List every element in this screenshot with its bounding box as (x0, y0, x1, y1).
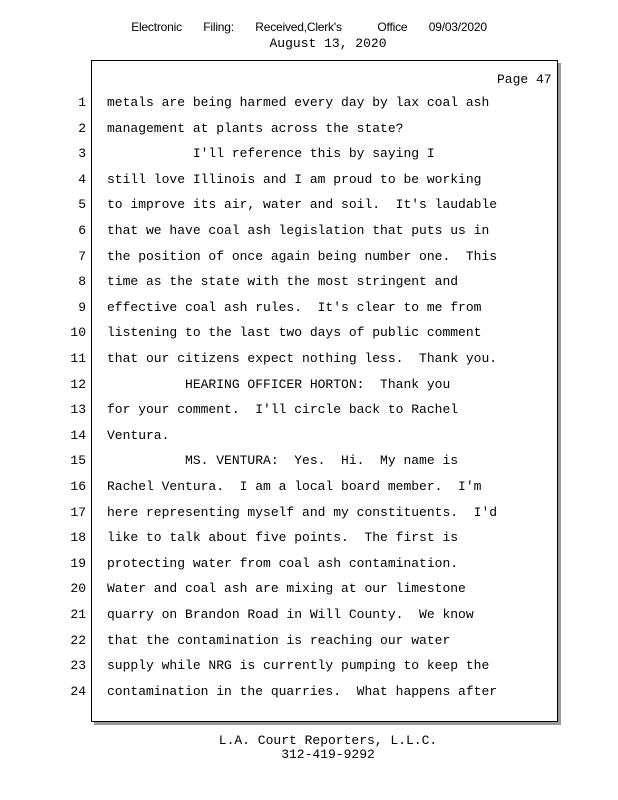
line-number: 2 (78, 121, 86, 136)
line-number: 24 (70, 684, 86, 699)
transcript-line: that we have coal ash legislation that puts us in (107, 223, 490, 238)
line-number: 21 (70, 607, 86, 622)
transcript-date: August 13, 2020 (269, 36, 387, 51)
transcript-line: metals are being harmed every day by lax coal ash (107, 95, 490, 110)
line-number: 4 (78, 172, 86, 187)
line-number: 8 (78, 274, 86, 289)
transcript-line: MS. VENTURA: Yes. Hi. My name is (107, 453, 459, 468)
transcript-line: here representing myself and my constituents. I'd (107, 505, 498, 520)
line-number: 7 (78, 249, 86, 264)
page-number: Page 47 (497, 72, 552, 87)
line-number: 13 (70, 402, 86, 417)
line-number: 16 (70, 479, 86, 494)
transcript-line: quarry on Brandon Road in Will County. We know (107, 607, 474, 622)
transcript-line: Rachel Ventura. I am a local board member. I'm (107, 479, 482, 494)
line-number: 6 (78, 223, 86, 238)
transcript-line: that the contamination is reaching our water (107, 633, 451, 648)
line-number: 9 (78, 300, 86, 315)
transcript-line: protecting water from coal ash contamination. (107, 556, 459, 571)
line-number: 18 (70, 530, 86, 545)
transcript-line: I'll reference this by saying I (107, 146, 435, 161)
transcript-line: time as the state with the most stringent and (107, 274, 459, 289)
line-number: 17 (70, 505, 86, 520)
transcript-line: contamination in the quarries. What happens after (107, 684, 498, 699)
transcript-line: effective coal ash rules. It's clear to me from (107, 300, 482, 315)
transcript-line: HEARING OFFICER HORTON: Thank you (107, 377, 451, 392)
efiling-stamp: Electronic Filing: Received,Clerk's Office 09/03/2020 (131, 20, 487, 34)
transcript-line: to improve its air, water and soil. It's laudable (107, 197, 498, 212)
line-number: 1 (78, 95, 86, 110)
court-reporter-phone: 312-419-9292 (281, 747, 375, 762)
transcript-line: still love Illinois and I am proud to be working (107, 172, 482, 187)
transcript-line: Ventura. (107, 428, 170, 443)
transcript-line: listening to the last two days of public comment (107, 325, 482, 340)
transcript-line: like to talk about five points. The first is (107, 530, 459, 545)
line-number: 20 (70, 581, 86, 596)
transcript-line: the position of once again being number one. This (107, 249, 498, 264)
line-number: 23 (70, 658, 86, 673)
line-number: 5 (78, 197, 86, 212)
transcript-line: for your comment. I'll circle back to Rachel (107, 402, 459, 417)
line-number: 22 (70, 633, 86, 648)
line-number: 15 (70, 453, 86, 468)
line-number: 12 (70, 377, 86, 392)
court-reporter-name: L.A. Court Reporters, L.L.C. (218, 733, 438, 748)
line-number: 19 (70, 556, 86, 571)
transcript-line: management at plants across the state? (107, 121, 404, 136)
line-number: 14 (70, 428, 86, 443)
transcript-line: Water and coal ash are mixing at our limestone (107, 581, 466, 596)
line-number: 11 (70, 351, 86, 366)
line-number: 10 (70, 325, 86, 340)
transcript-line: supply while NRG is currently pumping to keep the (107, 658, 490, 673)
transcript-line: that our citizens expect nothing less. Thank you. (107, 351, 498, 366)
line-number: 3 (78, 146, 86, 161)
